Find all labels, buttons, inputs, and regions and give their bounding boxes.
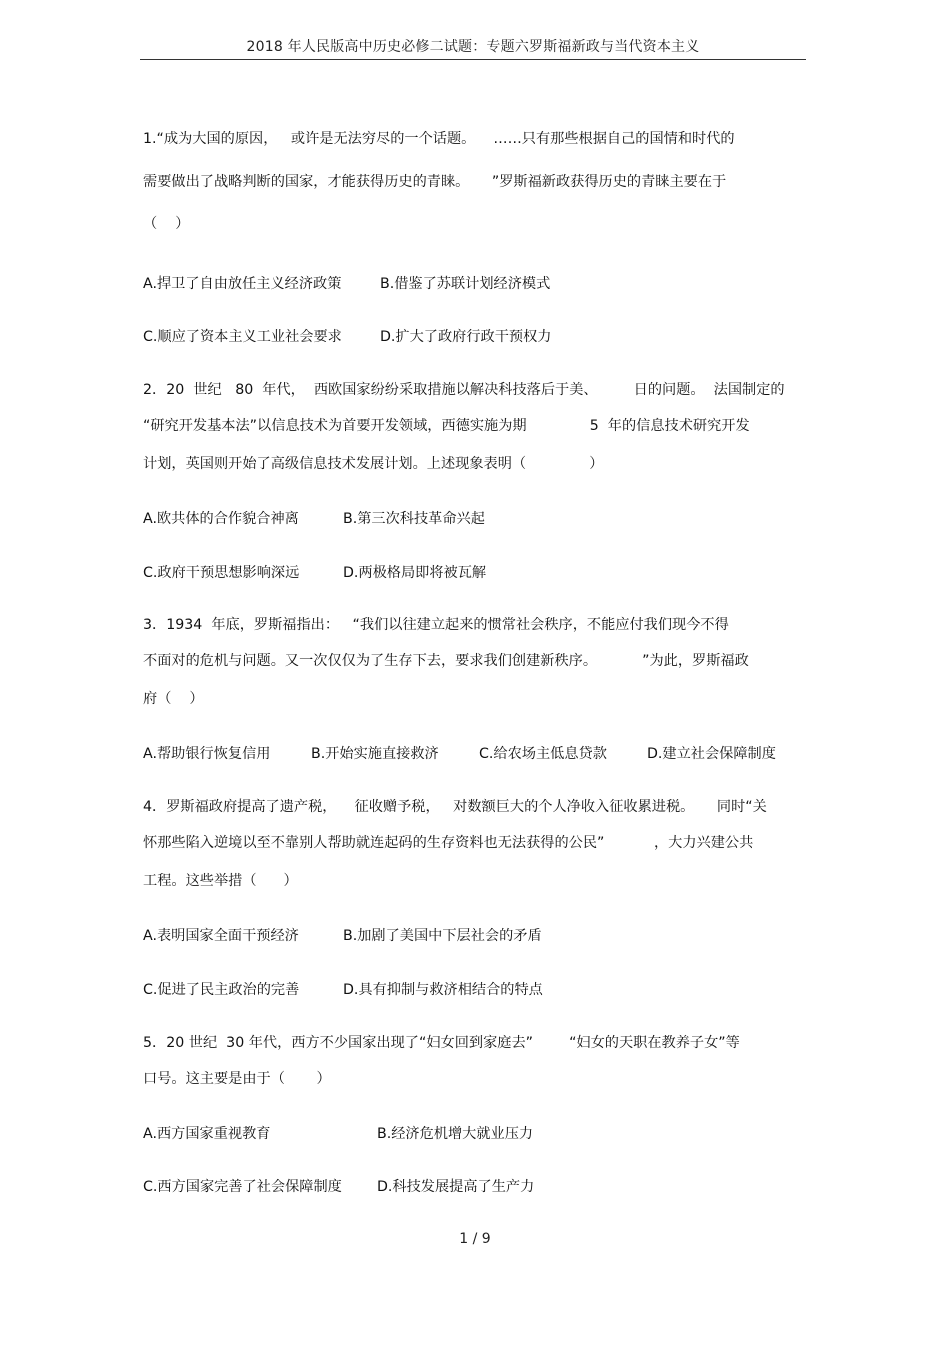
header-divider bbox=[140, 59, 806, 60]
question-3-option-d: D.建立社会保障制度 bbox=[647, 746, 776, 762]
question-1-line-2: 需要做出了战略判断的国家，才能获得历史的青睐。 ”罗斯福新政获得历史的青睐主要在于 bbox=[143, 174, 727, 190]
question-4-option-b: B.加剧了美国中下层社会的矛盾 bbox=[343, 928, 542, 944]
question-2-option-c: C.政府干预思想影响深远 bbox=[143, 565, 300, 581]
page-number: 1 / 9 bbox=[459, 1231, 491, 1247]
question-2-option-d: D.两极格局即将被瓦解 bbox=[343, 565, 487, 581]
question-4-option-a: A.表明国家全面干预经济 bbox=[143, 928, 299, 944]
question-3-line-3: 府（ ） bbox=[143, 691, 204, 707]
question-4-line-2: 怀那些陷入逆境以至不靠别人帮助就连起码的生存资料也无法获得的公民” ，大力兴建公共 bbox=[143, 835, 754, 851]
question-2-line-2: “研究开发基本法”以信息技术为首要开发领域，西德实施为期 5 年的信息技术研究开发 bbox=[143, 418, 750, 434]
question-5-option-a: A.西方国家重视教育 bbox=[143, 1126, 271, 1142]
question-4-line-1: 4．罗斯福政府提高了遗产税， 征收赠予税， 对数额巨大的个人净收入征收累进税。 同时“关 bbox=[143, 799, 767, 815]
question-5-line-2: 口号。这主要是由于（ ） bbox=[143, 1071, 331, 1087]
question-2-option-b: B.第三次科技革命兴起 bbox=[343, 511, 485, 527]
question-1-option-d: D.扩大了政府行政干预权力 bbox=[380, 329, 552, 345]
question-3-option-c: C.给农场主低息贷款 bbox=[479, 746, 607, 762]
question-3-option-b: B.开始实施直接救济 bbox=[311, 746, 439, 762]
page-header-title: 2018 年人民版高中历史必修二试题：专题六罗斯福新政与当代资本主义 bbox=[246, 39, 700, 55]
question-1-option-b: B.借鉴了苏联计划经济模式 bbox=[380, 276, 551, 292]
question-2-line-1: 2．20 世纪 80 年代， 西欧国家纷纷采取措施以解决科技落后于美、 日的问题。 法国制定的 bbox=[143, 382, 785, 398]
question-5-line-1: 5．20 世纪 30 年代，西方不少国家出现了“妇女回到家庭去” “妇女的天职在教养子女”等 bbox=[143, 1035, 740, 1051]
question-1-option-c: C.顺应了资本主义工业社会要求 bbox=[143, 329, 342, 345]
question-5-option-c: C.西方国家完善了社会保障制度 bbox=[143, 1179, 342, 1195]
question-2-option-a: A.欧共体的合作貌合神离 bbox=[143, 511, 299, 527]
question-3-line-2: 不面对的危机与问题。又一次仅仅为了生存下去，要求我们创建新秩序。 ”为此，罗斯福政 bbox=[143, 653, 749, 669]
question-4-option-c: C.促进了民主政治的完善 bbox=[143, 982, 300, 998]
question-5-option-b: B.经济危机增大就业压力 bbox=[377, 1126, 534, 1142]
question-1-line-3: （ ） bbox=[143, 216, 190, 232]
question-4-option-d: D.具有抑制与救济相结合的特点 bbox=[343, 982, 543, 998]
question-3-option-a: A.帮助银行恢复信用 bbox=[143, 746, 271, 762]
question-1-line-1: 1.“成为大国的原因， 或许是无法穷尽的一个话题。 ……只有那些根据自己的国情和时代的 bbox=[143, 131, 735, 147]
question-2-line-3: 计划，英国则开始了高级信息技术发展计划。上述现象表明（ ） bbox=[143, 456, 604, 472]
question-4-line-3: 工程。这些举措（ ） bbox=[143, 873, 298, 889]
question-3-line-1: 3．1934 年底，罗斯福指出： “我们以往建立起来的惯常社会秩序，不能应付我们现今不得 bbox=[143, 617, 729, 633]
question-1-option-a: A.捍卫了自由放任主义经济政策 bbox=[143, 276, 342, 292]
question-5-option-d: D.科技发展提高了生产力 bbox=[377, 1179, 535, 1195]
